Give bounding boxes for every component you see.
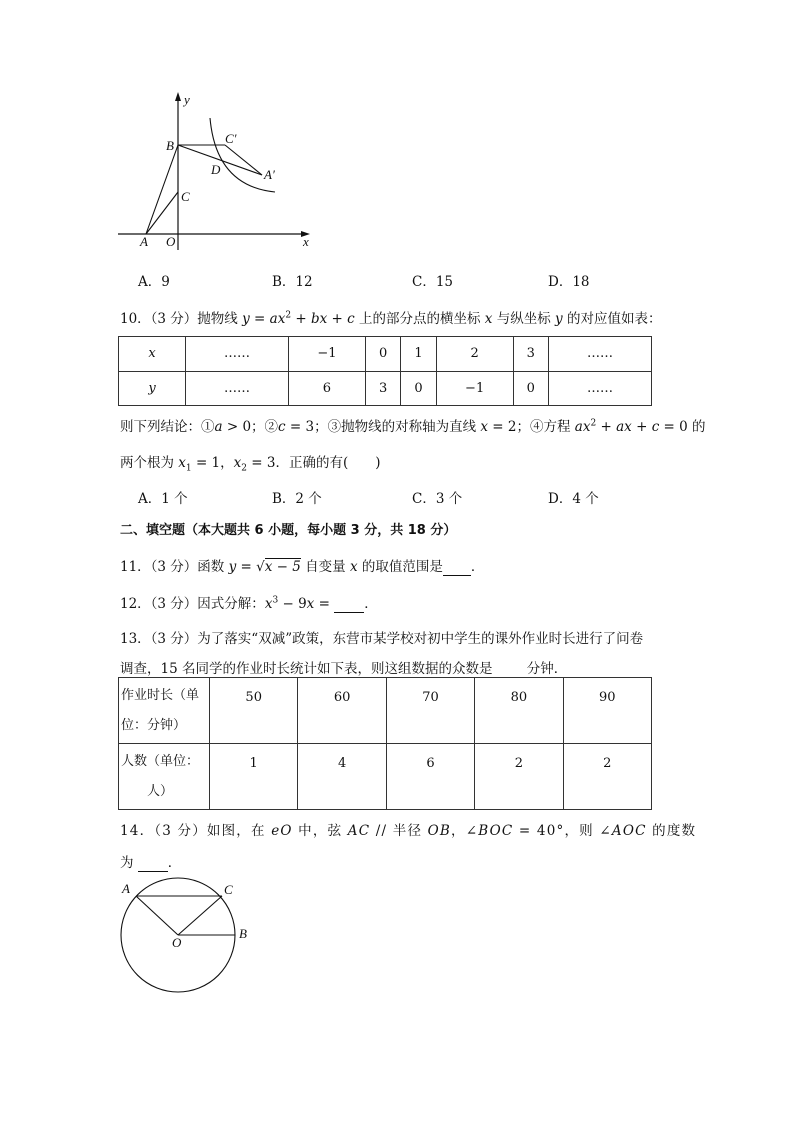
table-cell: …… [186,337,289,372]
label-B: B [166,138,174,153]
table-cell: 2 [436,337,513,372]
y-axis-arrow-icon [175,92,181,101]
radius-OA [136,896,178,935]
label-C-prime: C′ [225,131,237,146]
q10-option-d: D．4 个 [548,491,599,507]
answer-blank[interactable] [138,855,168,872]
label-C: C [181,189,190,204]
label-A: A [140,234,148,249]
table-row [119,337,652,372]
table-cell: 6 [288,371,365,406]
q14-line1: 14．（3 分）如图，在 eO 中，弦 AC // 半径 OB，∠BOC = 40°，则 ∠AOC 的度数 [120,823,697,839]
label-x: x [303,234,309,249]
table-cell: 6 [386,744,474,810]
answer-blank[interactable] [334,596,364,613]
table-cell: 3 [513,337,548,372]
table-cell: 1 [401,337,436,372]
table-row [119,744,652,810]
q10-value-table [118,336,652,406]
q9-option-d: D．18 [548,274,590,290]
radius-OC [178,896,222,935]
label-D: D [211,162,221,177]
table-row [119,678,652,744]
answer-blank[interactable] [497,661,527,678]
q10-option-a: A．1 个 [138,491,188,507]
table-cell: 0 [401,371,436,406]
q10-roots: 两个根为 $x_1 = 1$，$x_2 = 3$．正确的有( ) [120,455,381,474]
q10-option-c: C．3 个 [412,491,463,507]
label-B: B [239,926,247,941]
q14-line2: 为 ． [120,855,182,871]
answer-blank[interactable] [443,559,471,576]
table-cell: 90 [563,678,651,744]
table-cell: −1 [288,337,365,372]
q10-option-b: B．2 个 [272,491,322,507]
table-cell: …… [548,337,651,372]
label-C: C [224,882,233,897]
label-O: O [172,935,182,950]
table-cell: 2 [475,744,563,810]
table-cell: 60 [298,678,386,744]
row-label-count: 人数（单位： 人） [119,744,210,810]
figure-q9 [110,88,320,253]
label-A-prime: A′ [264,167,275,182]
q9-option-b: B．12 [272,274,313,290]
q9-option-c: C．15 [412,274,454,290]
label-O: O [166,234,176,249]
table-cell: …… [186,371,289,406]
table-cell: 50 [210,678,298,744]
sqrt-sign: √ [256,559,265,575]
q13-line1: 13．（3 分）为了落实“双减”政策，东营市某学校对初中学生的课外作业时长进行了问卷 [120,631,644,647]
figure-q14 [112,874,262,1000]
q11: 11．（3 分）函数 y = √x − 5 自变量 x 的取值范围是 ． [120,559,485,575]
q9-option-a: A．9 [138,274,170,290]
row-label-y: y [119,371,186,406]
q10-stem: 10．（3 分）抛物线 $y = ax^2$ + bx + c 上的部分点的横坐标 x 与纵坐标 y 的对应值如表： [120,310,662,327]
table-cell: −1 [436,371,513,406]
table-cell: 80 [475,678,563,744]
q13-duration-table [118,677,652,810]
table-cell: 0 [365,337,400,372]
q12: 12．（3 分）因式分解：$x^3 - 9x$ = ． [120,595,378,612]
table-cell: 1 [210,744,298,810]
label-y: y [184,92,190,107]
table-cell: 4 [298,744,386,810]
segment-C-prime-A-prime [225,145,262,175]
segment-AB [146,145,178,234]
section-heading-fill-blank: 二、填空题（本大题共 6 小题，每小题 3 分，共 18 分） [120,523,457,538]
row-label-duration: 作业时长（单 位：分钟） [119,678,210,744]
table-cell: 0 [513,371,548,406]
q13-line2: 调查，15 名同学的作业时长统计如下表，则这组数据的众数是 分钟． [120,661,568,677]
table-row [119,371,652,406]
segment-AC [146,192,178,234]
q10-conclusions: 则下列结论：①a > 0；②c = 3；③抛物线的对称轴为直线 x = 2；④方程 $ax^2$ + ax + c = 0 的 [120,418,706,435]
label-A: A [122,881,130,896]
table-cell: 70 [386,678,474,744]
table-cell: 3 [365,371,400,406]
row-label-x: x [119,337,186,372]
table-cell: …… [548,371,651,406]
table-cell: 2 [563,744,651,810]
